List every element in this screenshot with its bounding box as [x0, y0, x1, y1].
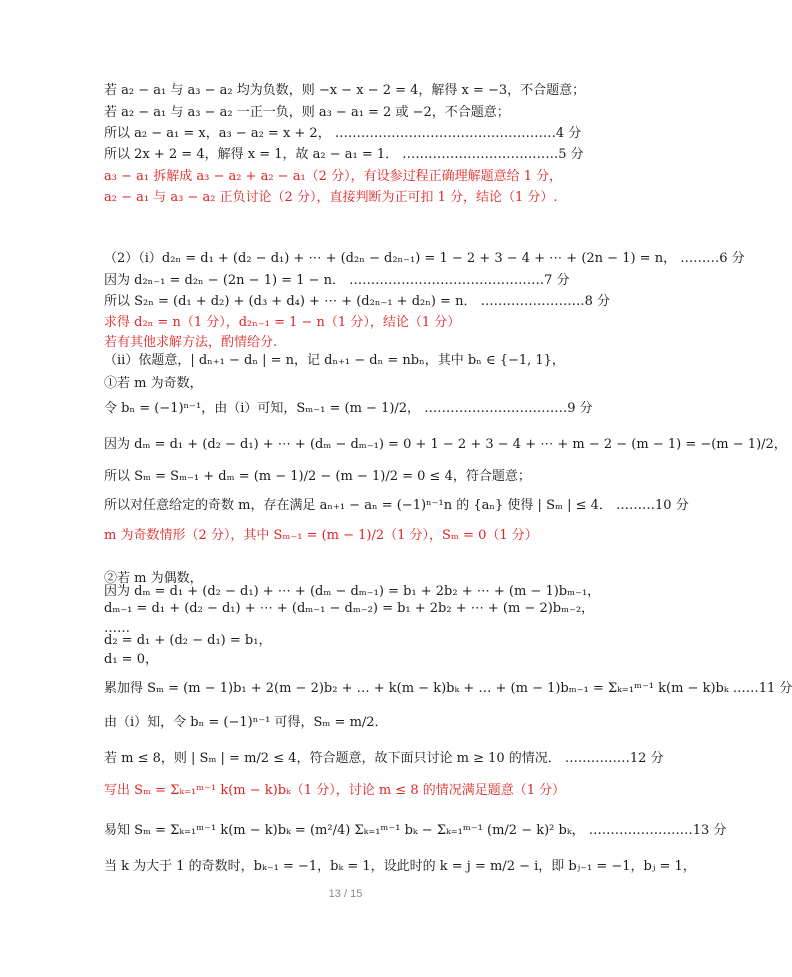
solution-line: 累加得 Sₘ = (m − 1)b₁ + 2(m − 2)b₂ + … + k(m − k)bₖ + … + (m − 1)bₘ₋₁ = Σₖ₌₁ᵐ⁻¹ k(m − k)bₖ ……11 分 [104, 681, 792, 696]
solution-line: …… [104, 621, 130, 636]
scoring-note-line: 若有其他求解方法，酌情给分. [104, 335, 278, 350]
solution-line: 所以 2x + 2 = 4，解得 x = 1，故 a₂ − a₁ = 1． ………………………………5 分 [104, 147, 584, 162]
scoring-note-line: m 为奇数情形（2 分），其中 Sₘ₋₁ = (m − 1)/2（1 分），Sₘ = 0（1 分） [104, 528, 538, 543]
solution-line: 当 k 为大于 1 的奇数时，bₖ₋₁ = −1，bₖ = 1，设此时的 k = j = m/2 − i，即 bⱼ₋₁ = −1，bⱼ = 1， [104, 859, 696, 874]
scoring-note-line: a₃ − a₁ 拆解成 a₃ − a₂ + a₂ − a₁（2 分），有设参过程正确理解题意给 1 分， [104, 169, 563, 184]
solution-line: 因为 dₘ = d₁ + (d₂ − d₁) + ⋯ + (dₘ − dₘ₋₁) = 0 + 1 − 2 + 3 − 4 + ⋯ + m − 2 − (m − 1) = −(m − 1)/2， [104, 437, 787, 452]
solution-line: ②若 m 为偶数， [104, 571, 203, 586]
solution-line: 所以对任意给定的奇数 m，存在满足 aₙ₊₁ − aₙ = (−1)ⁿ⁻¹n 的 {aₙ} 使得 | Sₘ | ≤ 4． ………10 分 [104, 498, 689, 513]
solution-line: 易知 Sₘ = Σₖ₌₁ᵐ⁻¹ k(m − k)bₖ = (m²/4) Σₖ₌₁ᵐ⁻¹ bₖ − Σₖ₌₁ᵐ⁻¹ (m/2 − k)² bₖ， ……………………13 分 [104, 823, 727, 838]
solution-line: dₘ₋₁ = d₁ + (d₂ − d₁) + ⋯ + (dₘ₋₁ − dₘ₋₂) = b₁ + 2b₂ + ⋯ + (m − 2)bₘ₋₂， [104, 601, 595, 616]
solution-line: ①若 m 为奇数， [104, 376, 203, 391]
solution-line: 因为 d₂ₙ₋₁ = d₂ₙ − (2n − 1) = 1 − n． ………………………………………7 分 [104, 273, 570, 288]
solution-line: d₂ = d₁ + (d₂ − d₁) = b₁， [104, 633, 272, 648]
scoring-note-line: 写出 Sₘ = Σₖ₌₁ᵐ⁻¹ k(m − k)bₖ（1 分），讨论 m ≤ 8 的情况满足题意（1 分） [104, 783, 566, 798]
page-number: 13 / 15 [328, 888, 363, 900]
solution-line: 若 a₂ − a₁ 与 a₃ − a₂ 一正一负，则 a₃ − a₁ = 2 或 −2，不合题意； [104, 105, 510, 120]
solution-line: 所以 a₂ − a₁ = x，a₃ − a₂ = x + 2， ……………………………………………4 分 [104, 126, 582, 141]
scoring-note-line: 求得 d₂ₙ = n（1 分），d₂ₙ₋₁ = 1 − n（1 分），结论（1 分） [104, 315, 461, 330]
solution-line: 若 a₂ − a₁ 与 a₃ − a₂ 均为负数，则 −x − x − 2 = 4，解得 x = −3，不合题意； [104, 83, 586, 98]
scoring-note-line: a₂ − a₁ 与 a₃ − a₂ 正负讨论（2 分），直接判断为正可扣 1 分，结论（1 分）. [104, 190, 558, 205]
solution-line: 由（i）知，令 bₙ = (−1)ⁿ⁻¹ 可得，Sₘ = m/2． [104, 715, 388, 730]
solution-line: 所以 Sₘ = Sₘ₋₁ + dₘ = (m − 1)/2 − (m − 1)/2 = 0 ≤ 4，符合题意； [104, 469, 531, 484]
solution-line: d₁ = 0， [104, 652, 158, 667]
solution-line: 若 m ≤ 8，则 | Sₘ | = m/2 ≤ 4，符合题意，故下面只讨论 m ≥ 10 的情况． ……………12 分 [104, 751, 664, 766]
solution-line: 因为 dₘ = d₁ + (d₂ − d₁) + ⋯ + (dₘ − dₘ₋₁) = b₁ + 2b₂ + ⋯ + (m − 1)bₘ₋₁， [104, 584, 601, 599]
solution-line: 所以 S₂ₙ = (d₁ + d₂) + (d₃ + d₄) + ⋯ + (d₂ₙ₋₁ + d₂ₙ) = n． ……………………8 分 [104, 294, 610, 309]
solution-line: （ii）依题意，| dₙ₊₁ − dₙ | = n，记 dₙ₊₁ − dₙ = nbₙ，其中 bₙ ∈ {−1, 1}， [104, 353, 565, 368]
solution-line: （2）（i）d₂ₙ = d₁ + (d₂ − d₁) + ⋯ + (d₂ₙ − d₂ₙ₋₁) = 1 − 2 + 3 − 4 + ⋯ + (2n − 1) = n， ………6 分 [104, 251, 745, 266]
solution-line: 令 bₙ = (−1)ⁿ⁻¹，由（i）可知，Sₘ₋₁ = (m − 1)/2， ……………………………9 分 [104, 401, 593, 416]
